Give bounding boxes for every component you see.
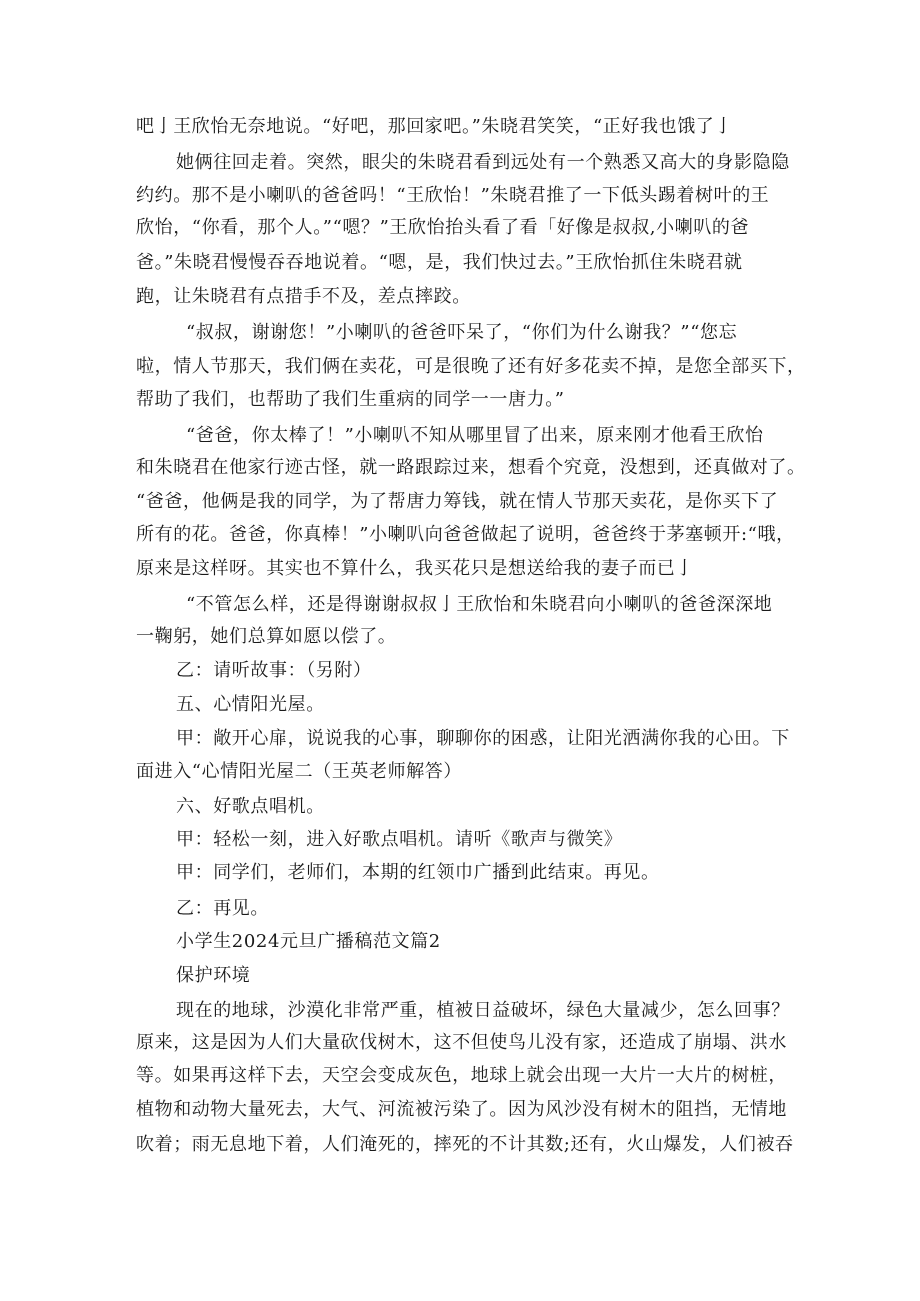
text-line: “不管怎么样，还是得谢谢叔叔亅王欣怡和朱晓君向小喇叭的爸爸深深地 <box>186 594 773 615</box>
text-line: 吹着；雨无息地下着，人们淹死的，摔死的不计其数;还有，火山爆发，人们被吞 <box>136 1134 794 1155</box>
text-line: 帮助了我们，也帮助了我们生重病的同学一一唐力。” <box>136 389 565 410</box>
text-line: 面进入“心情阳光屋二（王英老师解答） <box>136 761 463 782</box>
text-line: 六、好歌点唱机。 <box>176 796 325 817</box>
text-line: 原来是这样呀。其实也不算什么，我买花只是想送给我的妻子而已亅 <box>136 558 694 579</box>
text-line: 甲：同学们，老师们，本期的红领巾广播到此结束。再见。 <box>176 862 660 883</box>
text-line: 乙：请听故事：（另附） <box>176 660 372 681</box>
text-line: 吧亅王欣怡无奈地说。“好吧，那回家吧。”朱晓君笑笑，“正好我也饿了亅 <box>136 116 734 137</box>
text-line: 五、心情阳光屋。 <box>176 694 325 715</box>
text-line: 一鞠躬，她们总算如愿以偿了。 <box>136 626 397 647</box>
text-line: 啦，情人节那天，我们俩在卖花，可是很晚了还有好多花卖不掉，是您全部买下， <box>136 356 806 377</box>
text-line: 爸。”朱晓君慢慢吞吞地说着。“嗯，是，我们快过去。”王欣怡抓住朱晓君就 <box>136 252 743 273</box>
text-line: 甲：轻松一刻，进入好歌点唱机。请听《歌声与微笑》 <box>176 829 623 850</box>
section-heading: 小学生2024元旦广播稿范文篇2 <box>176 931 441 952</box>
text-line: “爸爸，他俩是我的同学，为了帮唐力筹钱，就在情人节那天卖花，是你买下了 <box>136 491 779 512</box>
text-line: 所有的花。爸爸，你真棒！”小喇叭向爸爸做起了说明，爸爸终于茅塞顿开:“哦， <box>136 524 795 545</box>
text-line: 植物和动物大量死去，大气、河流被污染了。因为风沙没有树木的阻挡，无情地 <box>136 1099 787 1120</box>
text-line: “叔叔，谢谢您！”小喇叭的爸爸吓呆了，“你们为什么谢我？”“您忘 <box>186 322 738 343</box>
text-line: 和朱晓君在他家行迹古怪，就一路跟踪过来，想看个究竟，没想到，还真做对了。 <box>136 457 806 478</box>
text-line: “爸爸，你太棒了！”小喇叭不知从哪里冒了出来，原来刚才他看王欣怡 <box>186 425 764 446</box>
text-line: 原来，这是因为人们大量砍伐树木，这不但使鸟儿没有家，还造成了崩塌、洪水 <box>136 1032 787 1053</box>
text-line: 等。如果再这样下去，天空会变成灰色，地球上就会出现一大片一大片的树桩， <box>136 1065 787 1086</box>
text-line: 跑，让朱晓君有点措手不及，差点摔跤。 <box>136 286 471 307</box>
text-line: 乙：再见。 <box>176 898 269 919</box>
text-line: 约约。那不是小喇叭的爸爸吗！“王欣怡！”朱晓君推了一下低头踢着树叶的王 <box>136 185 770 206</box>
text-line: 甲：敞开心扉，说说我的心事，聊聊你的困惑，让阳光洒满你我的心田。下 <box>176 728 790 749</box>
text-line: 现在的地球，沙漠化非常严重，植被日益破坏，绿色大量减少，怎么回事？ <box>176 1000 790 1021</box>
article-title: 保护环境 <box>176 965 251 986</box>
text-line: 她俩往回走着。突然，眼尖的朱晓君看到远处有一个熟悉又高大的身影隐隐 <box>176 152 790 173</box>
text-line: 欣怡，“你看，那个人。”“嗯？”王欣怡抬头看了看「好像是叔叔,小喇叭的爸 <box>136 217 750 238</box>
